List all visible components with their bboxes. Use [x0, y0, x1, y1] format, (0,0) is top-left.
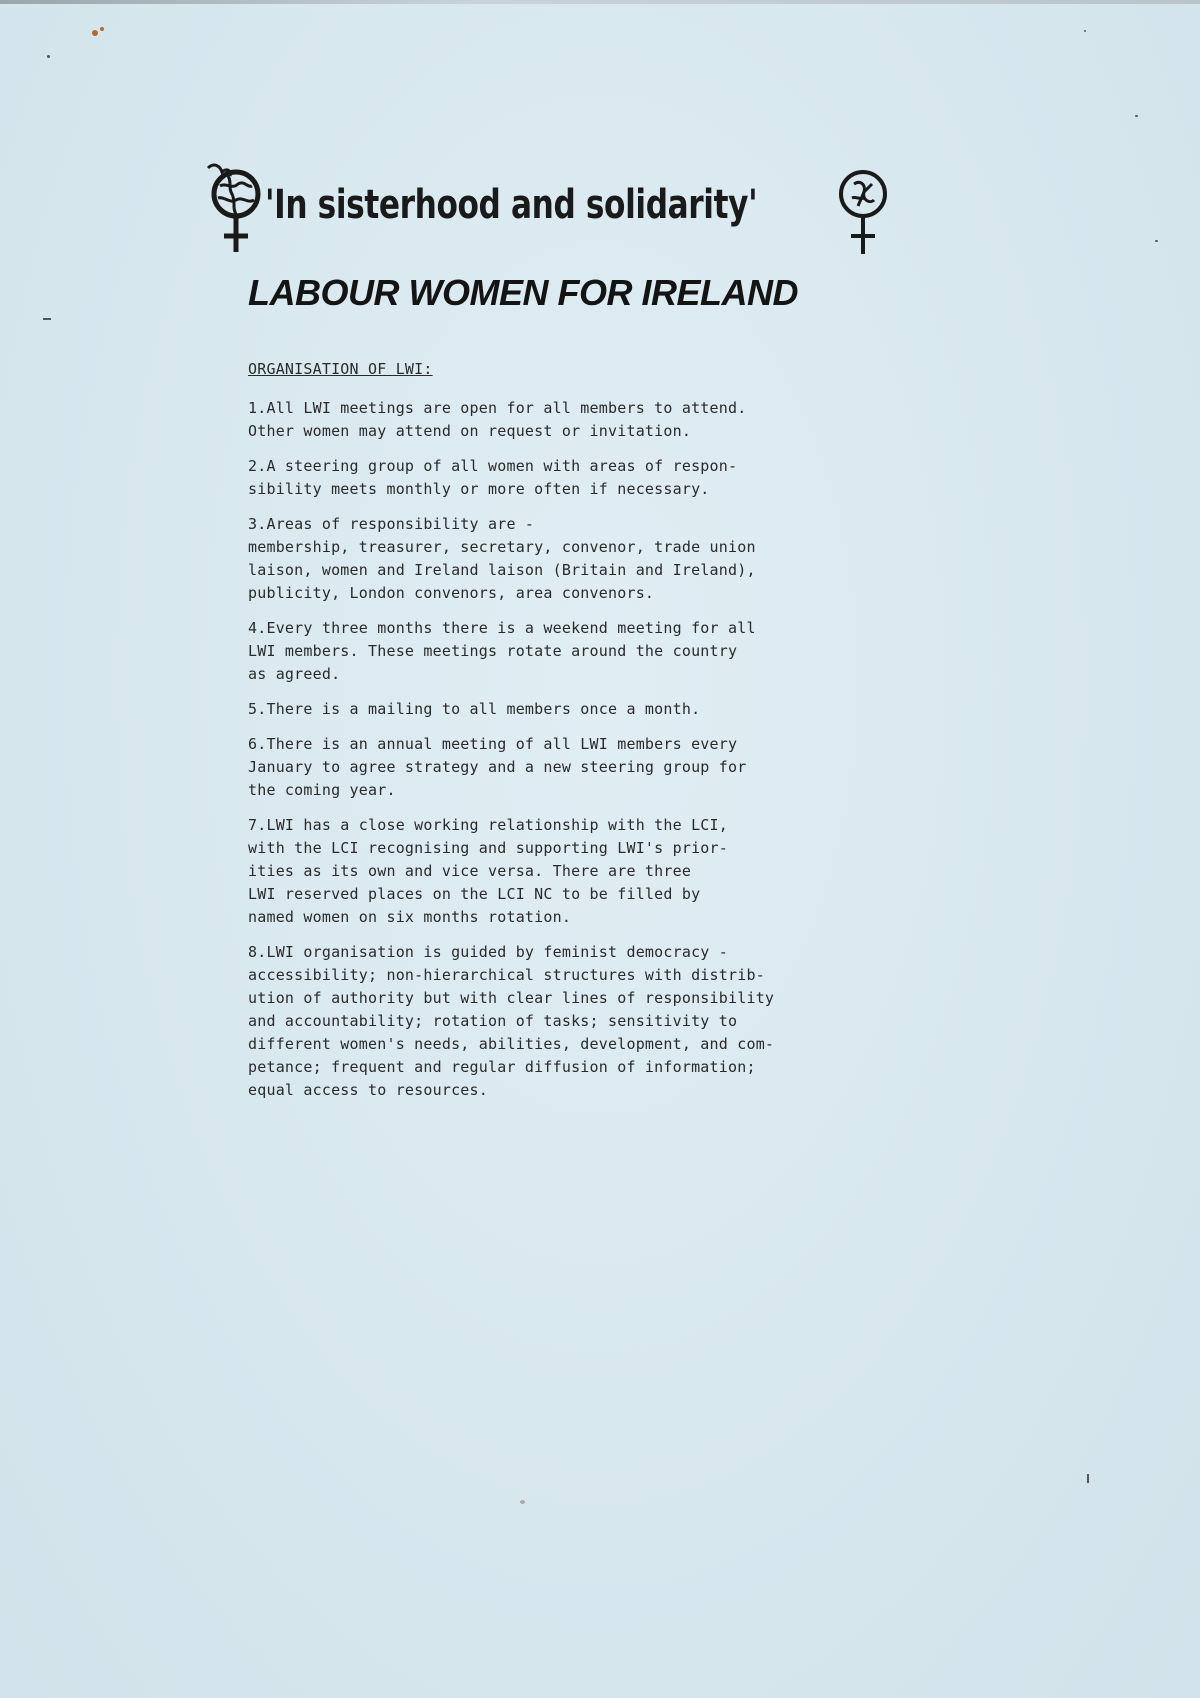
rust-speck	[100, 27, 104, 31]
dust-speck	[43, 318, 51, 320]
document-body	[248, 358, 968, 1114]
motto: 'In sisterhood and solidarity'	[265, 182, 758, 228]
list-item: 3.Areas of responsibility are - membership, treasurer, secretary, convenor, trade union laison, women and Ireland laison (Britain and Ireland), publicity, London convenors, area convenors.	[248, 515, 756, 602]
section-heading: ORGANISATION OF LWI:	[248, 360, 433, 378]
dust-speck	[1135, 115, 1138, 117]
venus-symbol-spinning-icon	[832, 162, 894, 260]
list-item: 5.There is a mailing to all members once a month.	[248, 700, 701, 718]
dust-speck	[47, 55, 50, 58]
list-item: 2.A steering group of all women with areas of respon- sibility meets monthly or more often if necessary.	[248, 457, 738, 498]
page-top-edge	[0, 0, 1200, 4]
venus-symbol-globe-icon	[202, 160, 264, 260]
rust-speck	[92, 30, 98, 36]
dust-speck	[520, 1500, 525, 1504]
list-item: 8.LWI organisation is guided by feminist democracy - accessibility; non-hierarchical structures with distrib- ution of authority but with clear lines of responsibility and accountability; rotation of tasks; sensitivity to different women's needs, abilities, development, and com- petance; frequent and regular diffusion of information; equal access to resources.	[248, 943, 775, 1099]
list-item: 4.Every three months there is a weekend meeting for all LWI members. These meetings rotate around the country as agreed.	[248, 619, 756, 683]
list-item: 6.There is an annual meeting of all LWI members every January to agree strategy and a new steering group for the coming year.	[248, 735, 747, 799]
organisation-name: LABOUR WOMEN FOR IRELAND	[248, 272, 798, 313]
dust-speck	[1084, 30, 1086, 32]
dust-speck	[1087, 1474, 1089, 1483]
list-item: 1.All LWI meetings are open for all members to attend. Other women may attend on request or invitation.	[248, 399, 747, 440]
list-item: 7.LWI has a close working relationship with the LCI, with the LCI recognising and supporting LWI's prior- ities as its own and vice versa. There are three LWI reserved places on the LCI NC to be filled by named women on six months rotation.	[248, 816, 728, 926]
dust-speck	[1155, 240, 1158, 242]
letterhead	[200, 160, 900, 320]
